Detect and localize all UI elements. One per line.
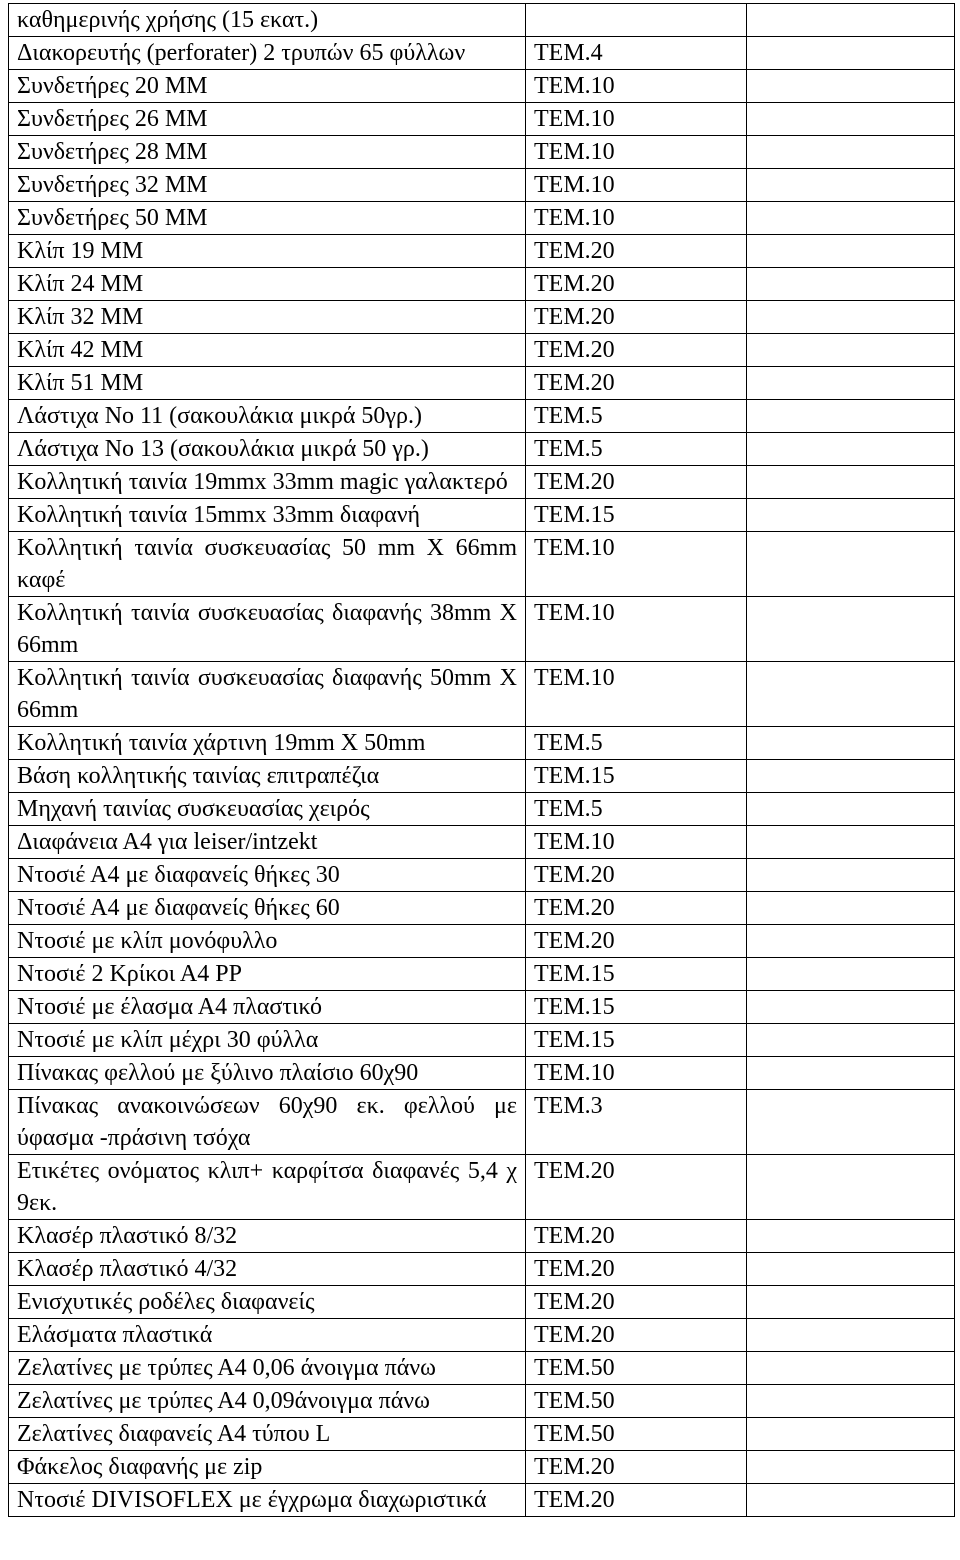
item-description: Κλίπ 24 ΜΜ — [9, 268, 526, 301]
item-empty-cell — [747, 662, 955, 727]
item-empty-cell — [747, 532, 955, 597]
item-quantity: ΤΕΜ.5 — [526, 727, 747, 760]
table-row — [9, 202, 955, 235]
item-description: καθημερινής χρήσης (15 εκατ.) — [9, 4, 526, 37]
item-empty-cell — [747, 136, 955, 169]
item-description: Κολλητική ταινία χάρτινη 19mm X 50mm — [9, 727, 526, 760]
item-description: Συνδετήρες 50 ΜΜ — [9, 202, 526, 235]
table-row — [9, 1057, 955, 1090]
table-row — [9, 367, 955, 400]
table-row — [9, 958, 955, 991]
item-empty-cell — [747, 169, 955, 202]
item-description: Μηχανή ταινίας συσκευασίας χειρός — [9, 793, 526, 826]
item-quantity: ΤΕΜ.10 — [526, 826, 747, 859]
item-description: Ντοσιέ Α4 με διαφανείς θήκες 30 — [9, 859, 526, 892]
table-row — [9, 70, 955, 103]
table-row — [9, 466, 955, 499]
item-description: Συνδετήρες 28 ΜΜ — [9, 136, 526, 169]
item-empty-cell — [747, 1385, 955, 1418]
item-empty-cell — [747, 597, 955, 662]
item-empty-cell — [747, 499, 955, 532]
table-row — [9, 1418, 955, 1451]
items-table-body — [9, 4, 955, 1517]
item-quantity: ΤΕΜ.20 — [526, 925, 747, 958]
item-description: Πίνακας ανακοινώσεων 60χ90 εκ. φελλού με ύφασμα -πράσινη τσόχα — [9, 1090, 526, 1155]
table-row — [9, 169, 955, 202]
table-row — [9, 1319, 955, 1352]
item-empty-cell — [747, 1090, 955, 1155]
table-row — [9, 793, 955, 826]
item-description: Κλίπ 51 ΜΜ — [9, 367, 526, 400]
table-row — [9, 301, 955, 334]
item-quantity: ΤΕΜ.20 — [526, 301, 747, 334]
item-quantity: ΤΕΜ.50 — [526, 1352, 747, 1385]
item-quantity: ΤΕΜ.20 — [526, 367, 747, 400]
item-description: Ζελατίνες με τρύπες Α4 0,06 άνοιγμα πάνω — [9, 1352, 526, 1385]
item-empty-cell — [747, 1220, 955, 1253]
item-empty-cell — [747, 4, 955, 37]
item-quantity: ΤΕΜ.20 — [526, 1451, 747, 1484]
item-description: Κολλητική ταινία συσκευασίας διαφανής 50mm X 66mm — [9, 662, 526, 727]
table-row — [9, 1090, 955, 1155]
item-empty-cell — [747, 400, 955, 433]
item-empty-cell — [747, 1484, 955, 1517]
item-quantity: ΤΕΜ.20 — [526, 268, 747, 301]
item-description: Κλίπ 42 ΜΜ — [9, 334, 526, 367]
item-empty-cell — [747, 466, 955, 499]
table-row — [9, 334, 955, 367]
item-description: Ζελατίνες με τρύπες Α4 0,09άνοιγμα πάνω — [9, 1385, 526, 1418]
item-description: Συνδετήρες 20 ΜΜ — [9, 70, 526, 103]
table-row — [9, 1484, 955, 1517]
table-row — [9, 892, 955, 925]
item-empty-cell — [747, 301, 955, 334]
item-empty-cell — [747, 859, 955, 892]
table-row — [9, 1253, 955, 1286]
item-quantity: ΤΕΜ.20 — [526, 1286, 747, 1319]
item-empty-cell — [747, 925, 955, 958]
item-empty-cell — [747, 1155, 955, 1220]
table-row — [9, 760, 955, 793]
item-quantity: ΤΕΜ.20 — [526, 1319, 747, 1352]
item-quantity: ΤΕΜ.20 — [526, 1220, 747, 1253]
item-empty-cell — [747, 1352, 955, 1385]
item-quantity: ΤΕΜ.15 — [526, 991, 747, 1024]
item-description: Διακορευτής (perforater) 2 τρυπών 65 φύλλων — [9, 37, 526, 70]
item-description: Λάστιχα Νο 11 (σακουλάκια μικρά 50γρ.) — [9, 400, 526, 433]
item-description: Ντοσιέ με έλασμα Α4 πλαστικό — [9, 991, 526, 1024]
item-empty-cell — [747, 991, 955, 1024]
item-quantity: ΤΕΜ.50 — [526, 1418, 747, 1451]
item-description: Συνδετήρες 32 ΜΜ — [9, 169, 526, 202]
table-row — [9, 925, 955, 958]
item-quantity: ΤΕΜ.5 — [526, 400, 747, 433]
item-description: Κολλητική ταινία συσκευασίας 50 mm X 66mm καφέ — [9, 532, 526, 597]
table-row — [9, 103, 955, 136]
table-row — [9, 235, 955, 268]
table-row — [9, 991, 955, 1024]
item-empty-cell — [747, 727, 955, 760]
table-row — [9, 400, 955, 433]
item-quantity: ΤΕΜ.10 — [526, 597, 747, 662]
item-quantity: ΤΕΜ.20 — [526, 892, 747, 925]
table-row — [9, 727, 955, 760]
table-row — [9, 1352, 955, 1385]
item-empty-cell — [747, 1057, 955, 1090]
table-row — [9, 662, 955, 727]
item-description: Ντοσιέ με κλίπ μέχρι 30 φύλλα — [9, 1024, 526, 1057]
item-quantity: ΤΕΜ.10 — [526, 169, 747, 202]
table-row — [9, 1155, 955, 1220]
item-quantity: ΤΕΜ.10 — [526, 532, 747, 597]
item-description: Ντοσιέ Α4 με διαφανείς θήκες 60 — [9, 892, 526, 925]
table-row — [9, 433, 955, 466]
item-quantity: ΤΕΜ.10 — [526, 136, 747, 169]
item-quantity: ΤΕΜ.10 — [526, 103, 747, 136]
item-empty-cell — [747, 1418, 955, 1451]
table-row — [9, 1220, 955, 1253]
item-quantity: ΤΕΜ.10 — [526, 1057, 747, 1090]
table-row — [9, 597, 955, 662]
item-quantity: ΤΕΜ.5 — [526, 793, 747, 826]
table-row — [9, 37, 955, 70]
table-row — [9, 4, 955, 37]
item-empty-cell — [747, 103, 955, 136]
item-quantity: ΤΕΜ.10 — [526, 70, 747, 103]
item-quantity: ΤΕΜ.50 — [526, 1385, 747, 1418]
item-quantity: ΤΕΜ.20 — [526, 466, 747, 499]
item-empty-cell — [747, 1319, 955, 1352]
item-description: Κολλητική ταινία 19mmx 33mm magic γαλακτερό — [9, 466, 526, 499]
item-quantity — [526, 4, 747, 37]
item-description: Βάση κολλητικής ταινίας επιτραπέζια — [9, 760, 526, 793]
item-description: Πίνακας φελλού με ξύλινο πλαίσιο 60χ90 — [9, 1057, 526, 1090]
item-description: Κολλητική ταινία συσκευασίας διαφανής 38mm X 66mm — [9, 597, 526, 662]
item-empty-cell — [747, 958, 955, 991]
item-empty-cell — [747, 1451, 955, 1484]
table-row — [9, 499, 955, 532]
item-quantity: ΤΕΜ.15 — [526, 499, 747, 532]
item-quantity: ΤΕΜ.20 — [526, 1484, 747, 1517]
table-row — [9, 268, 955, 301]
item-description: Κλασέρ πλαστικό 4/32 — [9, 1253, 526, 1286]
item-empty-cell — [747, 70, 955, 103]
item-empty-cell — [747, 367, 955, 400]
items-table — [8, 3, 955, 1517]
item-description: Ντοσιέ 2 Κρίκοι Α4 PP — [9, 958, 526, 991]
item-description: Ετικέτες ονόματος κλιπ+ καρφίτσα διαφανές 5,4 χ 9εκ. — [9, 1155, 526, 1220]
item-empty-cell — [747, 1024, 955, 1057]
item-description: Ζελατίνες διαφανείς Α4 τύπου L — [9, 1418, 526, 1451]
item-quantity: ΤΕΜ.4 — [526, 37, 747, 70]
item-empty-cell — [747, 760, 955, 793]
item-quantity: ΤΕΜ.15 — [526, 760, 747, 793]
item-description: Φάκελος διαφανής με zip — [9, 1451, 526, 1484]
item-description: Κλίπ 19 ΜΜ — [9, 235, 526, 268]
item-description: Λάστιχα Νο 13 (σακουλάκια μικρά 50 γρ.) — [9, 433, 526, 466]
item-empty-cell — [747, 793, 955, 826]
item-empty-cell — [747, 1253, 955, 1286]
item-empty-cell — [747, 433, 955, 466]
item-empty-cell — [747, 235, 955, 268]
item-description: Ελάσματα πλαστικά — [9, 1319, 526, 1352]
item-description: Διαφάνεια Α4 για leiser/intzekt — [9, 826, 526, 859]
item-description: Ενισχυτικές ροδέλες διαφανείς — [9, 1286, 526, 1319]
item-empty-cell — [747, 892, 955, 925]
item-empty-cell — [747, 826, 955, 859]
item-empty-cell — [747, 268, 955, 301]
table-row — [9, 1024, 955, 1057]
table-row — [9, 1385, 955, 1418]
item-empty-cell — [747, 202, 955, 235]
item-empty-cell — [747, 37, 955, 70]
item-description: Ντοσιέ με κλίπ μονόφυλλο — [9, 925, 526, 958]
item-description: Συνδετήρες 26 ΜΜ — [9, 103, 526, 136]
item-quantity: ΤΕΜ.10 — [526, 662, 747, 727]
item-quantity: ΤΕΜ.20 — [526, 1155, 747, 1220]
item-quantity: ΤΕΜ.20 — [526, 1253, 747, 1286]
item-quantity: ΤΕΜ.20 — [526, 235, 747, 268]
item-quantity: ΤΕΜ.15 — [526, 1024, 747, 1057]
table-row — [9, 1451, 955, 1484]
table-row — [9, 1286, 955, 1319]
item-quantity: ΤΕΜ.10 — [526, 202, 747, 235]
table-row — [9, 859, 955, 892]
item-quantity: ΤΕΜ.20 — [526, 334, 747, 367]
item-quantity: ΤΕΜ.15 — [526, 958, 747, 991]
table-row — [9, 826, 955, 859]
item-empty-cell — [747, 1286, 955, 1319]
item-quantity: ΤΕΜ.5 — [526, 433, 747, 466]
item-description: Κλίπ 32 ΜΜ — [9, 301, 526, 334]
item-description: Κλασέρ πλαστικό 8/32 — [9, 1220, 526, 1253]
item-description: Κολλητική ταινία 15mmx 33mm διαφανή — [9, 499, 526, 532]
item-empty-cell — [747, 334, 955, 367]
item-quantity: ΤΕΜ.3 — [526, 1090, 747, 1155]
item-quantity: ΤΕΜ.20 — [526, 859, 747, 892]
table-row — [9, 532, 955, 597]
table-row — [9, 136, 955, 169]
item-description: Ντοσιέ DIVISOFLEX με έγχρωμα διαχωριστικά — [9, 1484, 526, 1517]
